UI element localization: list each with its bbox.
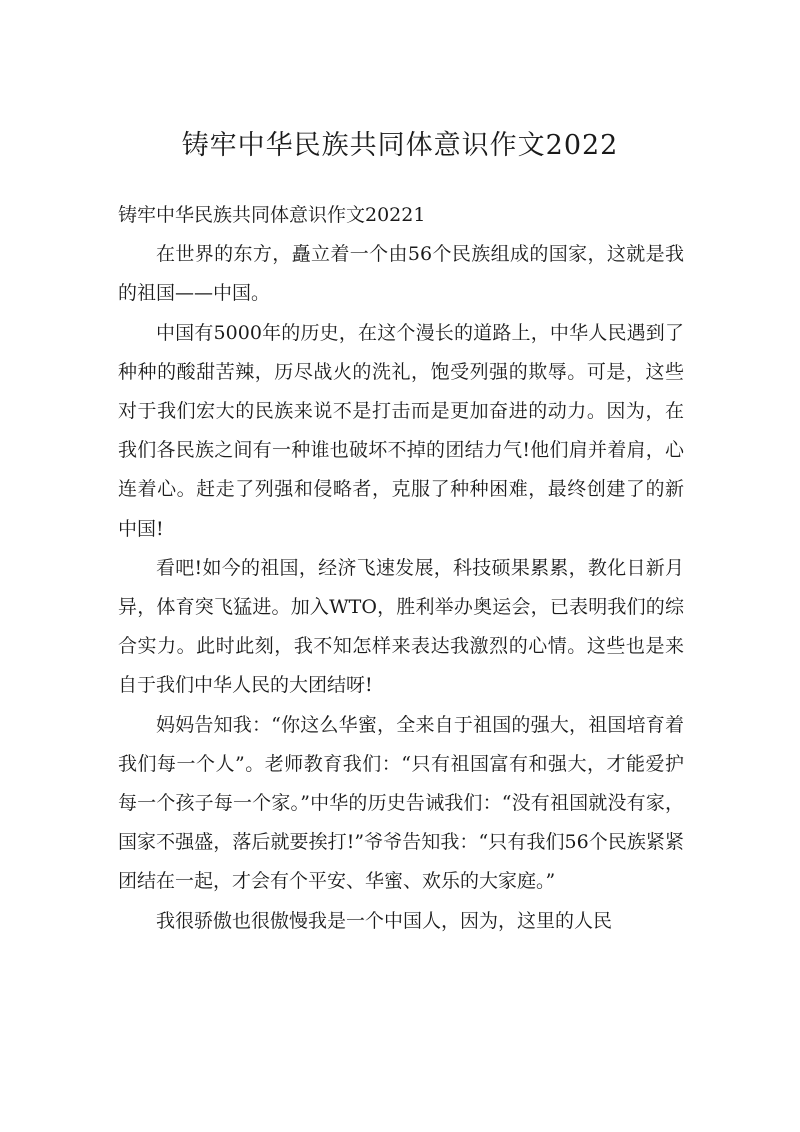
document-body — [118, 196, 684, 941]
paragraph-2: 中国有5000年的历史，在这个漫长的道路上，中华人民遇到了种种的酸甜苦辣，历尽战火的洗礼，饱受列强的欺辱。可是，这些对于我们宏大的民族来说不是打击而是更加奋进的动力。因为，在我们各民族之间有一种谁也破坏不掉的团结力气!他们肩并着肩，心连着心。赶走了列强和侵略者，克服了种种困难，最终创建了的新中国! — [118, 321, 684, 540]
paragraph-3: 看吧!如今的祖国，经济飞速发展，科技硕果累累，教化日新月异，体育突飞猛进。加入WTO，胜利举办奥运会，已表明我们的综合实力。此时此刻，我不知怎样来表达我激烈的心情。这些也是来自于我们中华人民的大团结呀! — [118, 556, 684, 697]
document-title: 铸牢中华民族共同体意识作文2022 — [181, 130, 619, 161]
paragraph-1: 在世界的东方，矗立着一个由56个民族组成的国家，这就是我的祖国——中国。 — [118, 243, 684, 305]
paragraph-4: 妈妈告知我：“你这么华蜜，全来自于祖国的强大，祖国培育着我们每一个人”。老师教育我们：“只有祖国富有和强大，才能爱护每一个孩子每一个家。”中华的历史告诫我们：“没有祖国就没有家，国家不强盛，落后就要挨打!”爷爷告知我：“只有我们56个民族紧紧团结在一起，才会有个平安、华蜜、欢乐的大家庭。” — [118, 713, 684, 893]
paragraph-5: 我很骄傲也很傲慢我是一个中国人，因为，这里的人民 — [156, 909, 613, 932]
document-subtitle: 铸牢中华民族共同体意识作文20221 — [118, 204, 426, 226]
